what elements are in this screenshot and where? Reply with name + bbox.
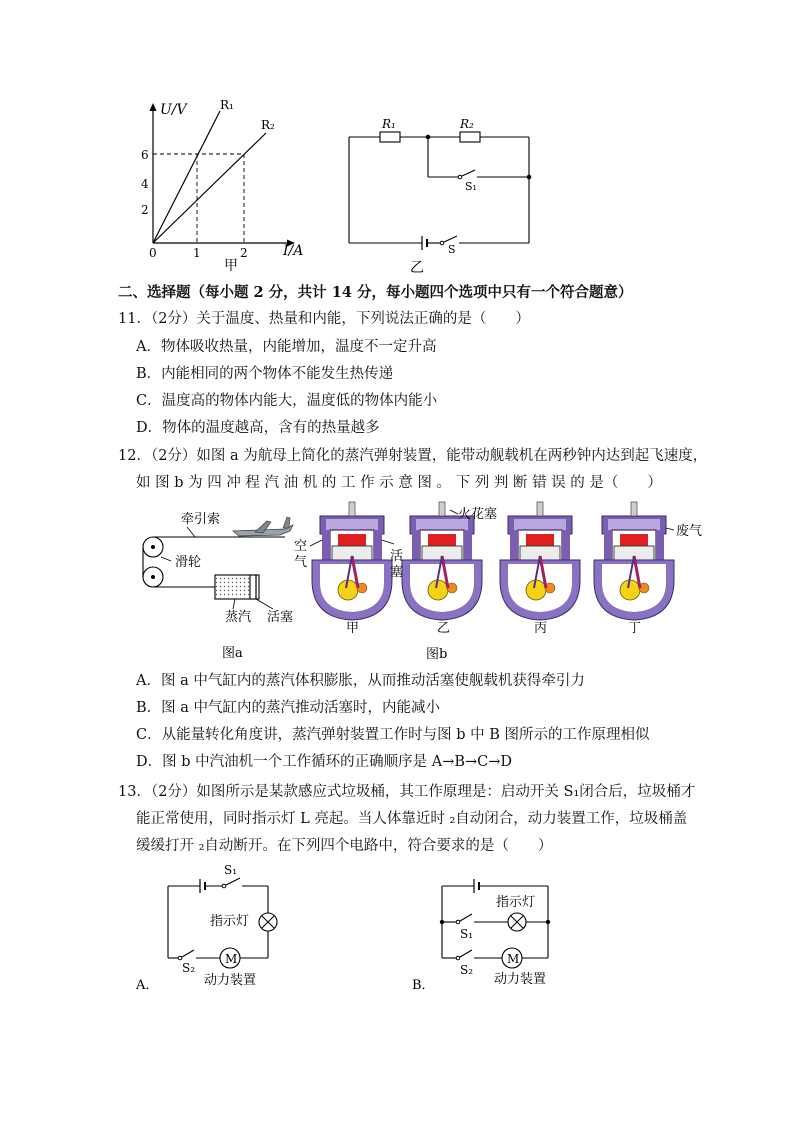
y-tick-2: 2 <box>141 203 149 217</box>
q12-option-b[interactable]: B．图 a 中气缸内的蒸汽推动活塞时，内能减小 <box>136 700 441 716</box>
q12-option-a[interactable]: A．图 a 中气缸内的蒸汽体积膨胀，从而推动活塞使舰载机获得牵引力 <box>136 673 585 689</box>
exhaust-label: 废气 <box>676 524 703 539</box>
q11-option-c[interactable]: C．温度高的物体内能大，温度低的物体内能小 <box>136 393 438 409</box>
option-a-label: A． <box>136 978 159 993</box>
circuit-yi <box>340 115 540 275</box>
y-axis-label: U/V <box>160 102 187 118</box>
s1-label: S₁ <box>465 180 477 193</box>
r2-resistor <box>460 132 480 142</box>
q11-option-b[interactable]: B．内能相同的两个物体不能发生热传递 <box>136 366 394 382</box>
steam-label: 蒸汽 <box>225 610 252 625</box>
power-label: 动力装置 <box>494 972 547 987</box>
y-tick-4: 4 <box>141 177 149 191</box>
air-label-1: 空 <box>294 539 308 554</box>
circuit-a[interactable] <box>130 862 300 997</box>
graph-caption: 甲 <box>224 258 238 274</box>
q12-stem-line1: 12．（2分）如图 a 为航母上简化的蒸汽弹射装置，能带动舰载机在两秒钟内达到起飞速度， <box>118 448 708 464</box>
air-label-2: 气 <box>294 555 308 570</box>
engine-ding <box>594 502 674 620</box>
graph-jia <box>130 95 320 275</box>
indicator-label: 指示灯 <box>496 895 536 910</box>
q13-stem-line3: 缓缓打开 ₂自动断开。在下列四个电路中，符合要求的是（ ） <box>136 838 553 854</box>
x-tick-1: 1 <box>193 246 201 260</box>
q13-stem-line2: 能正常使用，同时指示灯 L 亮起。当人体靠近时 ₂自动闭合，动力装置工作，垃圾桶盖 <box>136 811 688 827</box>
q12-stem-line2: 如 图 b 为 四 冲 程 汽 油 机 的 工 作 示 意 图 。 下 列 判 断 错 误 的 是（ ） <box>136 475 662 491</box>
r1-label: R₁ <box>220 98 234 112</box>
s-label: S <box>448 243 456 256</box>
spark-plug-label: 火花塞 <box>458 507 498 522</box>
indicator-label: 指示灯 <box>210 914 250 929</box>
q13-stem-line1: 13．（2分）如图所示是某款感应式垃圾桶，其工作原理是：启动开关 S₁闭合后，垃圾桶才 <box>118 784 696 800</box>
aircraft-icon <box>233 517 293 536</box>
power-label: 动力装置 <box>204 973 257 988</box>
switch-s-blade <box>444 236 457 242</box>
r1-label: R₁ <box>382 117 396 131</box>
y-tick-6: 6 <box>141 148 149 162</box>
switch-s1-blade <box>462 170 475 176</box>
engine-caption-ding: 丁 <box>628 621 642 636</box>
pulley-label: 滑轮 <box>175 555 202 570</box>
s1-label: S₁ <box>224 863 238 877</box>
rope-label: 牵引索 <box>181 512 221 527</box>
engine-caption-bing: 丙 <box>534 621 548 636</box>
s2-label: S₂ <box>460 963 474 977</box>
q11-option-a[interactable]: A．物体吸收热量，内能增加，温度不一定升高 <box>136 339 437 355</box>
motor-symbol: M <box>507 952 520 966</box>
option-b-label: B． <box>412 978 435 993</box>
piston <box>250 575 256 599</box>
piston-label-1: 活 <box>390 549 404 564</box>
engine-jia <box>312 502 392 620</box>
q11-stem: 11．（2分）关于温度、热量和内能，下列说法正确的是（ ） <box>118 311 530 327</box>
x-axis-label: I/A <box>283 243 304 259</box>
figure-a-caption: 图a <box>222 646 243 661</box>
r2-label: R₂ <box>460 117 474 131</box>
piston-label-2: 塞 <box>390 565 404 580</box>
circuit-caption: 乙 <box>410 260 424 275</box>
x-tick-2: 2 <box>240 246 248 260</box>
r2-label: R₂ <box>261 118 275 132</box>
r1-resistor <box>380 132 400 142</box>
motor-symbol: M <box>225 952 238 966</box>
engine-caption-jia: 甲 <box>346 621 360 636</box>
q12-option-c[interactable]: C．从能量转化角度讲，蒸汽弹射装置工作时与图 b 中 B 图所示的工作原理相似 <box>136 727 650 743</box>
engine-caption-yi: 乙 <box>437 621 451 636</box>
circuit-b[interactable] <box>408 862 578 997</box>
engine-bing <box>500 502 580 620</box>
q12-option-d[interactable]: D．图 b 中汽油机一个工作循环的正确顺序是 A→B→C→D <box>136 754 513 770</box>
figure-b-caption: 图b <box>426 647 448 662</box>
q11-option-d[interactable]: D．物体的温度越高，含有的热量越多 <box>136 420 380 436</box>
r1-line <box>153 111 220 243</box>
section-title: 二、选择题（每小题 2 分，共计 14 分，每小题四个选项中只有一个符合题意） <box>118 284 633 301</box>
piston-label: 活塞 <box>267 610 294 625</box>
s2-label: S₂ <box>182 961 196 975</box>
figure-b-engine-strokes <box>290 500 710 665</box>
s1-label: S₁ <box>460 927 474 941</box>
r2-line <box>153 133 266 243</box>
origin-label: 0 <box>149 246 157 260</box>
